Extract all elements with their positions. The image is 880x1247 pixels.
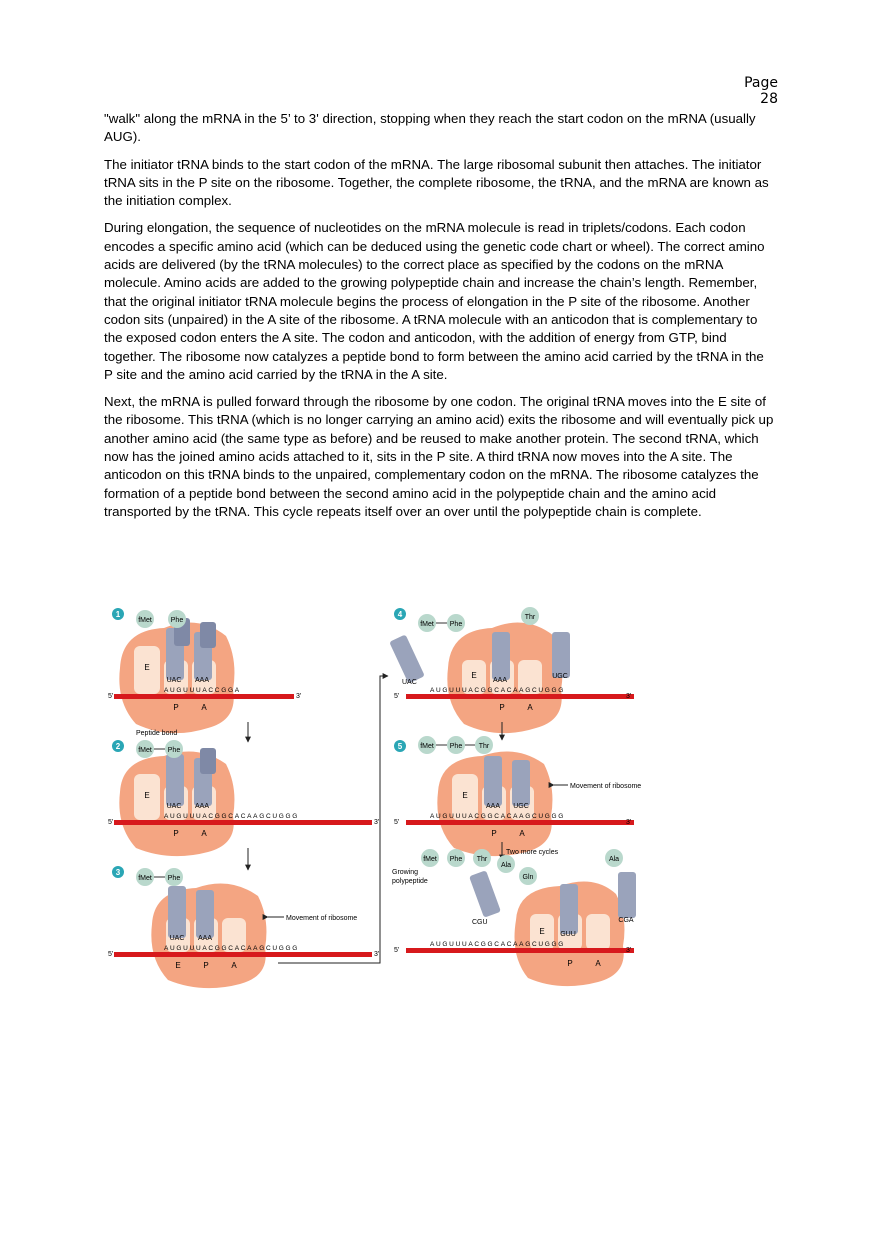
mrna-strand xyxy=(114,694,294,699)
anticodon-label: UAC xyxy=(166,677,182,684)
e-site-label: E xyxy=(144,791,150,800)
paragraph-elongation: During elongation, the sequence of nucleotides on the mRNA molecule is read in triplets/codons. Each codon encodes a specific amino acid (which can be deduced using the genetic code chart or wheel). The correct amino acids are delivered (by the tRNA molecules) to the correct place as specified by the codons on the mRNA molecule. Amino acids are added to the growing polypeptide chain and increase the chain’s length. Remember, that the original initiator tRNA molecule begins the process of elongation in the P site of the ribosome. Another codon sits (unpaired) in the A site of the ribosome. A tRNA molecule with an anticodon that is complementary to the exposed codon enters the A site. The codon and anticodon, with the addition of energy from GTP, bind together. The ribosome now catalyzes a peptide bond to form between the amino acid carried by the tRNA in the P site and the amino acid carried by the tRNA in the A site. xyxy=(104,220,765,382)
a-site-label: A xyxy=(231,961,237,970)
five-prime-label: 5' xyxy=(108,819,114,826)
step-number: 5 xyxy=(397,742,403,751)
trna-p xyxy=(492,632,510,680)
amino-acid-label: Phe xyxy=(167,747,181,754)
anticodon-label: UGC xyxy=(552,673,568,680)
five-prime-label: 5' xyxy=(108,693,114,700)
trna-arm xyxy=(200,748,216,774)
trna-fmet xyxy=(168,886,186,938)
trna-incoming xyxy=(552,632,570,678)
three-prime-label: 3' xyxy=(374,951,380,958)
amino-acid-label: Thr xyxy=(478,743,490,750)
amino-acid-label: Gln xyxy=(522,874,534,881)
translation-figure xyxy=(108,598,642,990)
five-prime-label: 5' xyxy=(394,819,400,826)
trna-phe xyxy=(196,890,214,938)
step-number: 2 xyxy=(115,742,121,751)
e-site-label: E xyxy=(539,927,545,936)
a-site-label: A xyxy=(527,703,533,712)
panel-4 xyxy=(389,607,634,740)
mrna-strand xyxy=(406,948,634,953)
mrna-sequence: AUGUUUACCGGA xyxy=(164,687,241,694)
five-prime-label: 5' xyxy=(108,951,114,958)
trna-exiting xyxy=(469,870,501,918)
p-site-label: P xyxy=(173,703,179,712)
trna-incoming xyxy=(618,872,636,918)
page-number: Page 28 xyxy=(744,75,778,107)
anticodon-label: AAA xyxy=(194,677,210,684)
p-site-label: P xyxy=(173,829,179,838)
anticodon-label: AAA xyxy=(194,803,210,810)
mrna-strand xyxy=(114,820,372,825)
a-site-label: A xyxy=(519,829,525,838)
p-site-label: P xyxy=(203,961,209,970)
amino-acid-label: Phe xyxy=(449,621,463,628)
a-site-label: A xyxy=(201,703,207,712)
panel-5 xyxy=(394,736,641,860)
a-site-label: A xyxy=(595,959,601,968)
mrna-sequence: AUGUUUACGGCACAAGCUGGG xyxy=(430,941,566,948)
anticodon-label: UGC xyxy=(513,803,529,810)
five-prime-label: 5' xyxy=(394,947,400,954)
anticodon-label: UAC xyxy=(169,935,185,942)
a-site-label: A xyxy=(201,829,207,838)
movement-label: Movement of ribosome xyxy=(286,915,358,922)
mrna-sequence: AUGUUUACGGCACAAGCUGGG xyxy=(430,687,566,694)
trna-p xyxy=(484,756,502,806)
paragraph-initiation: The initiator tRNA binds to the start codon of the mRNA. The large ribosomal subunit then attaches. The initiator tRNA sits in the P site on the ribosome. Together, the complete ribosome, the tRNA, and the mRNA are known as the initiation complex. xyxy=(104,156,769,209)
step-number: 3 xyxy=(115,868,121,877)
e-site-label: E xyxy=(462,791,468,800)
amino-acid-label: Ala xyxy=(500,862,512,869)
panel-1 xyxy=(108,608,301,742)
mrna-strand xyxy=(114,952,372,957)
anticodon-label: AAA xyxy=(485,803,501,810)
anticodon-label: AAA xyxy=(492,677,508,684)
amino-acid-label: Phe xyxy=(170,617,184,624)
amino-acid-label: fMet xyxy=(420,743,434,750)
three-prime-label: 3' xyxy=(626,693,632,700)
body-text xyxy=(104,110,776,530)
e-site-label: E xyxy=(175,961,181,970)
trna-fmet xyxy=(166,754,184,806)
trna-arm xyxy=(200,622,216,648)
five-prime-label: 5' xyxy=(394,693,400,700)
amino-acid-label: fMet xyxy=(423,856,437,863)
three-prime-label: 3' xyxy=(374,819,380,826)
growing-label: Growing xyxy=(392,869,419,876)
anticodon-label: CGU xyxy=(472,919,488,926)
mrna-sequence: AUGUUUACGGCACAAGCUGGG xyxy=(164,945,300,952)
trna-p xyxy=(560,884,578,934)
anticodon-label: AAA xyxy=(197,935,213,942)
step-number: 4 xyxy=(397,610,403,619)
polypeptide-label: polypeptide xyxy=(392,878,428,885)
amino-acid-label: Phe xyxy=(167,875,181,882)
amino-acid-label: fMet xyxy=(420,621,434,628)
panel-6 xyxy=(392,849,636,986)
p-site-label: P xyxy=(499,703,505,712)
mrna-strand xyxy=(406,820,634,825)
panel-3 xyxy=(108,866,379,988)
anticodon-label: CGA xyxy=(618,917,634,924)
e-site-label: E xyxy=(471,671,477,680)
three-prime-label: 3' xyxy=(626,947,632,954)
amino-acid-label: fMet xyxy=(138,875,152,882)
step-number: 1 xyxy=(115,610,121,619)
anticodon-label: UAC xyxy=(402,679,417,686)
movement-label: Movement of ribosome xyxy=(570,783,642,790)
amino-acid-label: Thr xyxy=(476,856,488,863)
mrna-sequence: AUGUUUACGGCACAAGCUGGG xyxy=(164,813,300,820)
p-site-label: P xyxy=(567,959,573,968)
panel-2 xyxy=(108,730,379,870)
amino-acid-label: Thr xyxy=(524,614,536,621)
paragraph-translocation: Next, the mRNA is pulled forward through the ribosome by one codon. The original tRNA moves into the E site of the ribosome. This tRNA (which is no longer carrying an amino acid) exits the ribosome and will eventually pick up another amino acid (the same type as before) and be reused to make another protein. The second tRNA, which now has the joined amino acids attached to it, sits in the P site. A third tRNA now moves into the A site. The anticodon on this tRNA binds to the unpaired, complementary codon on the mRNA. The ribosome catalyzes the formation of a peptide bond between the second amino acid in the polypeptide chain and the amino acid transported by the tRNA. This cycle repeats itself over an over until the polypeptide chain is complete. xyxy=(104,394,774,519)
amino-acid-label: fMet xyxy=(138,617,152,624)
p-site-label: P xyxy=(491,829,497,838)
anticodon-label: GUU xyxy=(560,931,576,938)
paragraph-continued: "walk" along the mRNA in the 5’ to 3' direction, stopping when they reach the start codon on the mRNA (usually AUG). xyxy=(104,111,756,145)
peptide-bond-label: Peptide bond xyxy=(136,730,178,737)
amino-acid-label: Ala xyxy=(608,856,620,863)
amino-acid-label: fMet xyxy=(138,747,152,754)
amino-acid-label: Phe xyxy=(449,856,463,863)
trna-a xyxy=(512,760,530,806)
three-prime-label: 3' xyxy=(296,693,302,700)
anticodon-label: UAC xyxy=(166,803,182,810)
mrna-sequence: AUGUUUACGGCACAAGCUGGG xyxy=(430,813,566,820)
e-site-label: E xyxy=(144,663,150,672)
trna-exiting xyxy=(389,634,425,683)
mrna-strand xyxy=(406,694,634,699)
two-more-cycles-label: Two more cycles xyxy=(506,849,559,856)
amino-acid-label: Phe xyxy=(449,743,463,750)
a-site xyxy=(586,914,610,950)
three-prime-label: 3' xyxy=(626,819,632,826)
